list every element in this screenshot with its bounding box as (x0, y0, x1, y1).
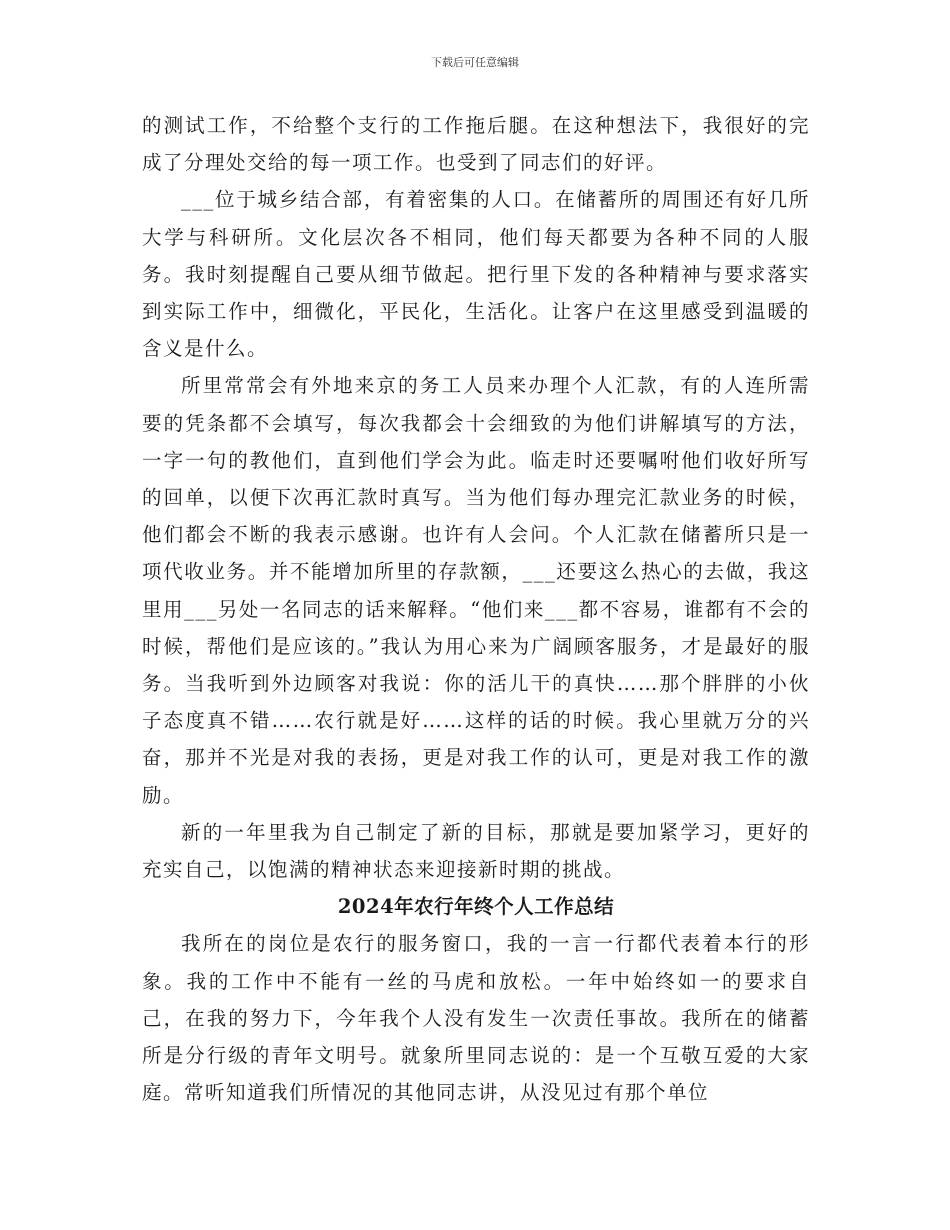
paragraph-continuation: 的测试工作，不给整个支行的工作拖后腿。在这种想法下，我很好的完成了分理处交给的每一项工作。也受到了同志们的好评。 (142, 114, 810, 175)
paragraph-remittance: 所里常常会有外地来京的务工人员来办理个人汇款，有的人连所需要的凭条都不会填写，每次我都会十会细致的为他们讲解填写的方法，一字一句的教他们，直到他们学会为此。临走时还要嘱咐他们收好所写的回单，以便下次再汇款时真写。当为他们每办理完汇款业务的时候，他们都会不断的我表示感谢。也许有人会问。个人汇款在储蓄所只是一项代收业务。并不能增加所里的存款额，___还要这么热心的去做，我这里用___另处一名同志的话来解释。“他们来___都不容易，谁都有不会的时候，帮他们是应该的。”我认为用心来为广阔顾客服务，才是最好的服务。当我听到外边顾客对我说：你的活儿干的真快……那个胖胖的小伙子态度真不错……农行就是好……这样的话的时候。我心里就万分的兴奋，那并不光是对我的表扬，更是对我工作的认可，更是对我工作的激励。 (142, 374, 810, 807)
section-paragraph: 我所在的岗位是农行的服务窗口，我的一言一行都代表着本行的形象。我的工作中不能有一丝的马虎和放松。一年中始终如一的要求自己，在我的努力下，今年我个人没有发生一次责任事故。我所在的储蓄所是分行级的青年文明号。就象所里同志说的：是一个互敬互爱的大家庭。常听知道我们所情况的其他同志讲，从没见过有那个单位 (142, 932, 810, 1105)
paragraph-new-year-goal: 新的一年里我为自己制定了新的目标，那就是要加紧学习，更好的充实自己，以饱满的精神状态来迎接新时期的挑战。 (142, 820, 810, 882)
section-title: 2024年农行年终个人工作总结 (337, 895, 615, 919)
document-body (142, 107, 810, 1111)
page-header-note: 下载后可任意编辑 (431, 56, 519, 69)
paragraph-location: ___位于城乡结合部，有着密集的人口。在储蓄所的周围还有好几所大学与科研所。文化层次各不相同，他们每天都要为各种不同的人服务。我时刻提醒自己要从细节做起。把行里下发的各种精神与要求落实到实际工作中，细微化，平民化，生活化。让客户在这里感受到温暖的含义是什么。 (142, 188, 810, 361)
